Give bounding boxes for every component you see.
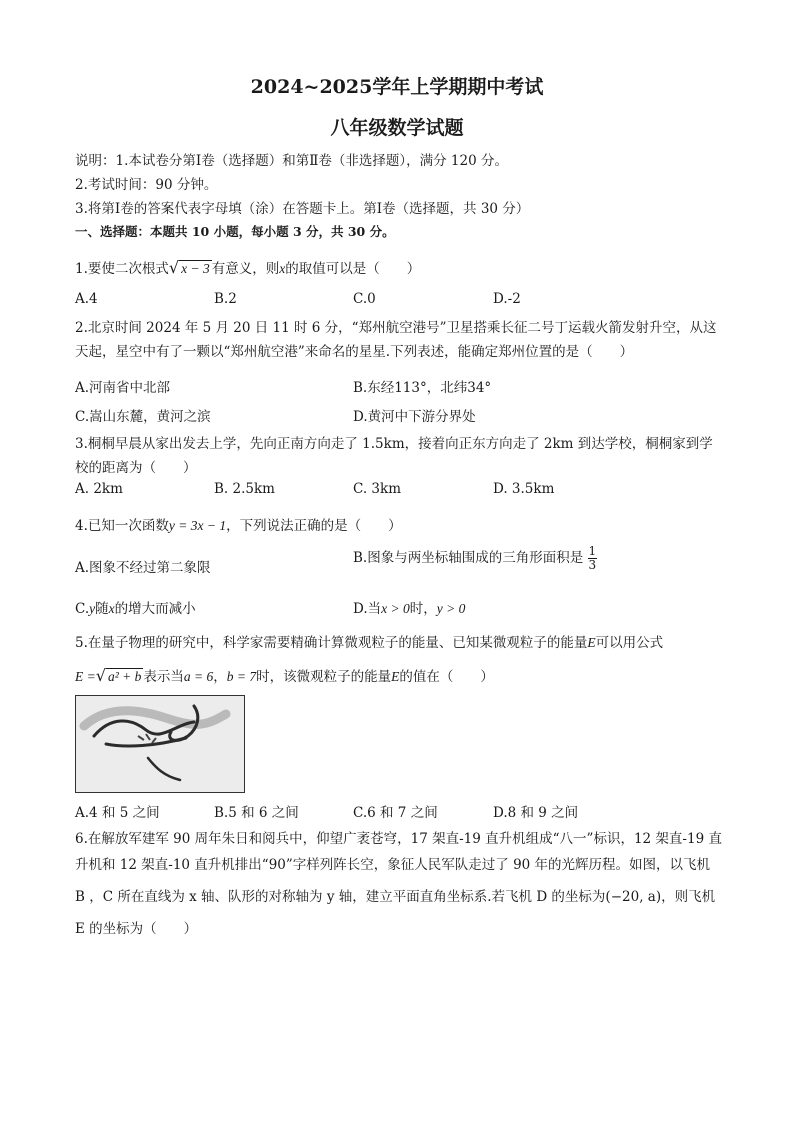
q5-line-2-a: 表示当 — [143, 669, 184, 685]
note-line-3: 3.将第Ⅰ卷的答案代表字母填（涂）在答题卡上。第Ⅰ卷（选择题，共 30 分） — [75, 201, 530, 217]
q6-line-1: 6.在解放军建军 90 周年朱日和阅兵中，仰望广袤苍穹，17 架直-19 直升机组成“八一”标识，12 架直-19 直 — [75, 831, 722, 847]
q6-line-3: B ，C 所在直线为 x 轴、队形的对称轴为 y 轴，建立平面直角坐标系.若飞机 D 的坐标为(−20, a)，则飞机 — [75, 889, 716, 905]
q5-line-1 — [75, 631, 663, 651]
q4-option-c — [75, 597, 196, 617]
q4-option-c-label: C. — [75, 601, 90, 617]
note-line-2: 2.考试时间：90 分钟。 — [75, 177, 218, 193]
q3-line-1: 3.桐桐早晨从家出发去上学，先向正南方向走了 1.5km，接着向正东方向走了 2km 到达学校，桐桐家到学 — [75, 436, 713, 452]
q4-post: ，下列说法正确的是（ ） — [226, 518, 402, 534]
q1-var: x — [279, 261, 286, 276]
q4-option-a: A.图象不经过第二象限 — [75, 560, 211, 576]
q4-option-c-var-x: x — [108, 601, 115, 616]
q2-option-a: A.河南省中北部 — [75, 380, 171, 396]
q2-line-1: 2.北京时间 2024 年 5 月 20 日 11 时 6 分，“郑州航空港号”卫星搭乘长征二号丁运载火箭发射升空，从这 — [75, 320, 717, 336]
q4-pre: 4.已知一次函数 — [75, 518, 169, 534]
q3-option-b: B. 2.5km — [214, 481, 275, 497]
exam-title: 2024~2025学年上学期期中考试 — [250, 76, 544, 98]
q4-option-c-var-y: y — [89, 601, 96, 616]
q4-option-d-mid: 时， — [409, 601, 437, 617]
note-line-1: 说明：1.本试卷分第Ⅰ卷（选择题）和第Ⅱ卷（非选择题），满分 120 分。 — [75, 153, 508, 169]
q2-option-d: D.黄河中下游分界处 — [353, 409, 476, 425]
q5-line-2 — [75, 665, 494, 685]
q5-scanned-image — [75, 695, 245, 793]
q1-option-d: D.-2 — [493, 291, 521, 307]
q1-post: 的取值可以是（ ） — [285, 261, 421, 277]
q5-line-2-c: 的值在（ ） — [399, 669, 494, 685]
q5-cond-a: a = 6 — [183, 669, 214, 684]
q5-var-e-2: E — [391, 669, 400, 684]
fraction-numerator: 1 — [588, 544, 597, 558]
q5-line-1-post: 可以用公式 — [595, 635, 664, 651]
q5-var-e: E — [587, 635, 596, 650]
q4-option-d-cond1: x > 0 — [381, 601, 410, 616]
q5-line-1-text: 5.在量子物理的研究中，科学家需要精确计算微观粒子的能量、已知某微观粒子的能量 — [75, 635, 588, 651]
q1-option-b: B.2 — [214, 291, 237, 307]
question-4 — [75, 514, 402, 534]
section-heading: 一、选择题：本题共 10 小题，每小题 3 分，共 30 分。 — [75, 224, 395, 239]
q2-option-b: B.东经113°，北纬34° — [353, 380, 492, 396]
q5-comma: ， — [213, 669, 227, 685]
q4-option-d-cond2: y > 0 — [436, 601, 466, 616]
q4-formula: y = 3x − 1 — [168, 518, 227, 533]
radical-sign: √ — [168, 258, 180, 277]
q5-cond-b: b = 7 — [226, 669, 257, 684]
q4-option-c-post: 的增大而减小 — [114, 601, 196, 617]
q4-option-c-mid: 随 — [95, 601, 109, 617]
q4-option-b-fraction — [588, 545, 598, 572]
q5-line-2-b: 时，该微观粒子的能量 — [256, 669, 392, 685]
handwriting-scribble-icon — [76, 696, 244, 792]
q4-option-d-label: D.当 — [353, 601, 382, 617]
q3-option-c: C. 3km — [353, 481, 402, 497]
q5-formula-lhs: E = — [75, 669, 96, 684]
q1-pre: 1.要使二次根式 — [75, 261, 169, 277]
q1-mid: 有意义，则 — [211, 261, 280, 277]
q4-option-d — [353, 597, 465, 617]
q3-option-a: A. 2km — [75, 481, 123, 497]
q2-option-c: C.嵩山东麓，黄河之滨 — [75, 409, 211, 425]
radical-sign: √ — [95, 666, 106, 685]
q5-option-b: B.5 和 6 之间 — [214, 805, 299, 821]
fraction-denominator: 3 — [588, 558, 597, 572]
q5-option-c: C.6 和 7 之间 — [353, 805, 438, 821]
q4-option-b-text: B.图象与两坐标轴围成的三角形面积是 — [353, 550, 584, 566]
exam-subtitle: 八年级数学试题 — [330, 117, 464, 139]
q5-formula-radicand: a² + b — [107, 669, 142, 684]
q5-option-a: A.4 和 5 之间 — [75, 805, 160, 821]
question-1 — [75, 257, 420, 277]
q1-option-c: C.0 — [353, 291, 376, 307]
q6-line-4: E 的坐标为（ ） — [75, 921, 198, 937]
q6-line-2: 升机和 12 架直-10 直升机排出“90”字样列阵长空，象征人民军队走过了 90 年的光辉历程。如图，以飞机 — [75, 857, 711, 873]
q1-option-a: A.4 — [75, 291, 98, 307]
q3-line-2: 校的距离为（ ） — [75, 460, 197, 476]
q5-option-d: D.8 和 9 之间 — [493, 805, 579, 821]
q4-option-b — [353, 545, 597, 572]
q1-radicand: x − 3 — [181, 261, 210, 276]
q2-line-2: 天起，星空中有了一颗以“郑州航空港”来命名的星星.下列表述，能确定郑州位置的是（ ） — [75, 344, 634, 360]
q3-option-d: D. 3.5km — [493, 481, 555, 497]
